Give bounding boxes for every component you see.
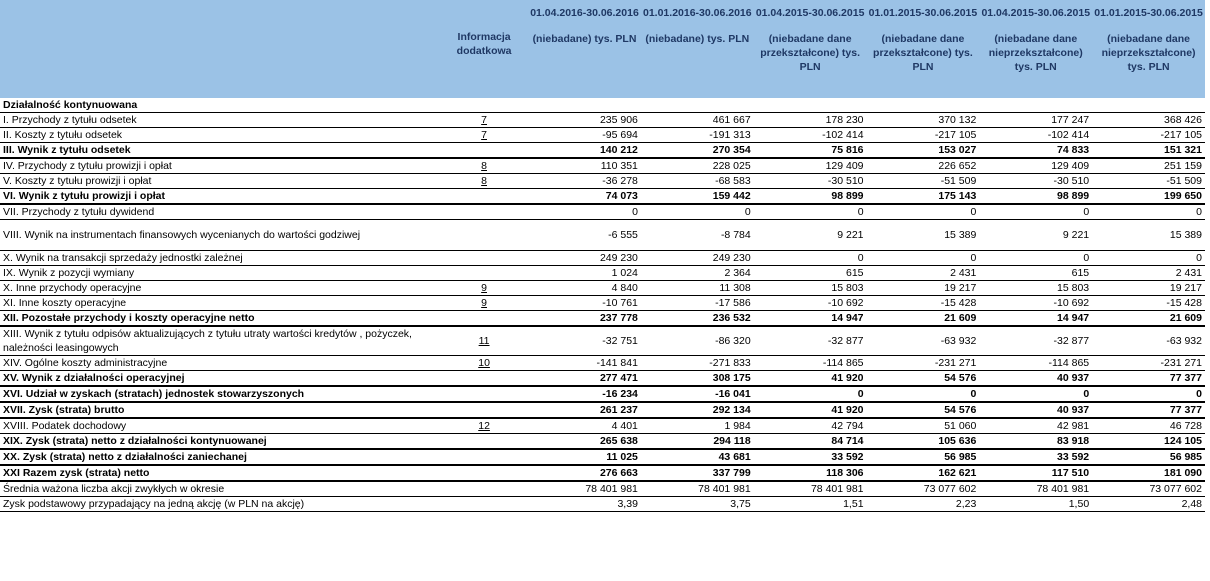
value-cell: 0 [979,251,1092,266]
value-cell: -10 761 [528,296,641,311]
row-label: XIX. Zysk (strata) netto z działalności kontynuowanej [0,434,440,450]
row-label: XV. Wynik z działalności operacyjnej [0,371,440,387]
value-cell: -63 932 [1092,326,1205,356]
header-label-cell [0,0,440,98]
value-cell: 153 027 [867,143,980,159]
row-label: XXI Razem zysk (strata) netto [0,465,440,481]
value-cell: 41 920 [754,402,867,418]
row-label: VII. Przychody z tytułu dywidend [0,204,440,220]
table-row [0,449,1205,465]
value-cell: 9 221 [754,220,867,251]
value-cell: 370 132 [867,113,980,128]
column-note: (niebadane dane przekształcone) tys. PLN [760,33,861,73]
value-cell: 0 [754,386,867,402]
value-cell: 0 [867,204,980,220]
value-cell: 261 237 [528,402,641,418]
row-info-ref: 8 [440,158,528,174]
value-cell: 98 899 [754,189,867,205]
value-cell: -141 841 [528,356,641,371]
value-cell: 11 308 [641,281,754,296]
value-cell: 615 [754,266,867,281]
row-label: XVII. Zysk (strata) brutto [0,402,440,418]
value-cell: 235 906 [528,113,641,128]
value-cell: 0 [867,251,980,266]
table-row [0,326,1205,356]
value-cell: 249 230 [528,251,641,266]
row-info-ref [440,449,528,465]
value-cell: -217 105 [867,128,980,143]
value-cell: 129 409 [754,158,867,174]
value-cell: 124 105 [1092,434,1205,450]
value-cell: 33 592 [979,449,1092,465]
value-cell: -271 833 [641,356,754,371]
row-info-ref [440,434,528,450]
header-col-1 [528,0,641,98]
value-cell: 78 401 981 [528,481,641,497]
value-cell: 21 609 [867,311,980,327]
table-row [0,220,1205,251]
header-col-5 [979,0,1092,98]
value-cell: 9 221 [979,220,1092,251]
header-row [0,0,1205,98]
row-label: I. Przychody z tytułu odsetek [0,113,440,128]
row-label: IV. Przychody z tytułu prowizji i opłat [0,158,440,174]
row-info-ref [440,143,528,159]
value-cell: -36 278 [528,174,641,189]
value-cell: 46 728 [1092,418,1205,434]
value-cell: 0 [528,204,641,220]
table-row [0,204,1205,220]
value-cell: 181 090 [1092,465,1205,481]
value-cell: 178 230 [754,113,867,128]
row-label: II. Koszty z tytułu odsetek [0,128,440,143]
table-row [0,465,1205,481]
value-cell: 0 [979,204,1092,220]
period-label: 01.04.2015-30.06.2015 [755,7,865,19]
table-row [0,113,1205,128]
value-cell: 0 [754,251,867,266]
table-row [0,296,1205,311]
value-cell: 0 [754,204,867,220]
value-cell: 615 [979,266,1092,281]
row-label: III. Wynik z tytułu odsetek [0,143,440,159]
value-cell: -10 692 [754,296,867,311]
value-cell: 41 920 [754,371,867,387]
table-row [0,311,1205,327]
value-cell: 15 389 [1092,220,1205,251]
value-cell: 199 650 [1092,189,1205,205]
column-note: (niebadane dane nieprzekształcone) tys. PLN [1101,33,1196,73]
value-cell: 0 [867,386,980,402]
value-cell: -16 041 [641,386,754,402]
value-cell: 19 217 [1092,281,1205,296]
value-cell: 78 401 981 [979,481,1092,497]
value-cell: 1 984 [641,418,754,434]
value-cell: 83 918 [979,434,1092,450]
value-cell: 19 217 [867,281,980,296]
value-cell: 0 [641,204,754,220]
value-cell: 236 532 [641,311,754,327]
column-note: (niebadane) tys. PLN [645,33,750,45]
value-cell: -63 932 [867,326,980,356]
value-cell: 74 833 [979,143,1092,159]
row-info-ref [440,497,528,512]
table-row [0,143,1205,159]
value-cell: -231 271 [867,356,980,371]
value-cell: -32 877 [979,326,1092,356]
row-info-ref [440,311,528,327]
value-cell: 292 134 [641,402,754,418]
table-row [0,356,1205,371]
value-cell: -17 586 [641,296,754,311]
table-row [0,386,1205,402]
row-info-ref: 9 [440,296,528,311]
value-cell: 117 510 [979,465,1092,481]
value-cell: -95 694 [528,128,641,143]
row-info-ref [440,465,528,481]
value-cell: 15 803 [979,281,1092,296]
value-cell: 84 714 [754,434,867,450]
value-cell: 40 937 [979,371,1092,387]
value-cell: -32 877 [754,326,867,356]
value-cell: 42 794 [754,418,867,434]
value-cell: 11 025 [528,449,641,465]
value-cell: -102 414 [979,128,1092,143]
value-cell: -114 865 [979,356,1092,371]
header-col-4 [867,0,980,98]
value-cell: 228 025 [641,158,754,174]
period-label: 01.04.2016-30.06.2016 [530,7,639,19]
value-cell: 54 576 [867,402,980,418]
column-note: (niebadane dane nieprzekształcone) tys. PLN [988,33,1083,73]
section-row [0,98,1205,113]
value-cell: 1,51 [754,497,867,512]
value-cell: 0 [979,386,1092,402]
value-cell: -217 105 [1092,128,1205,143]
value-cell: -10 692 [979,296,1092,311]
value-cell: 140 212 [528,143,641,159]
value-cell: 2 431 [1092,266,1205,281]
value-cell: 40 937 [979,402,1092,418]
value-cell: 43 681 [641,449,754,465]
value-cell: 270 354 [641,143,754,159]
value-cell: 73 077 602 [1092,481,1205,497]
value-cell: 77 377 [1092,371,1205,387]
value-cell: 237 778 [528,311,641,327]
value-cell: 14 947 [754,311,867,327]
value-cell: 14 947 [979,311,1092,327]
value-cell: 42 981 [979,418,1092,434]
value-cell: 105 636 [867,434,980,450]
value-cell: 77 377 [1092,402,1205,418]
row-label: XVI. Udział w zyskach (stratach) jednostek stowarzyszonych [0,386,440,402]
table-row [0,128,1205,143]
row-label: XII. Pozostałe przychody i koszty operacyjne netto [0,311,440,327]
column-note: (niebadane) tys. PLN [532,33,637,45]
value-cell: 110 351 [528,158,641,174]
row-info-ref [440,481,528,497]
value-cell: 368 426 [1092,113,1205,128]
value-cell: -51 509 [1092,174,1205,189]
table-row [0,266,1205,281]
row-info-ref [440,251,528,266]
header-col-6 [1092,0,1205,98]
value-cell: -8 784 [641,220,754,251]
value-cell: -16 234 [528,386,641,402]
row-label: Zysk podstawowy przypadający na jedną akcję (w PLN na akcję) [0,497,440,512]
value-cell: 226 652 [867,158,980,174]
value-cell: 0 [1092,386,1205,402]
value-cell: 308 175 [641,371,754,387]
value-cell: 249 230 [641,251,754,266]
value-cell: 159 442 [641,189,754,205]
value-cell: -86 320 [641,326,754,356]
row-label: XIII. Wynik z tytułu odpisów aktualizujących z tytułu utraty wartości kredytów , pożyczek, należności leasingowych [0,326,440,356]
value-cell: 78 401 981 [754,481,867,497]
value-cell: 4 401 [528,418,641,434]
row-info-ref [440,204,528,220]
value-cell: 54 576 [867,371,980,387]
value-cell: 15 803 [754,281,867,296]
row-info-ref: 10 [440,356,528,371]
row-info-ref [440,266,528,281]
row-info-ref [440,402,528,418]
value-cell: -68 583 [641,174,754,189]
value-cell: 2,48 [1092,497,1205,512]
value-cell: 73 077 602 [867,481,980,497]
value-cell: -15 428 [867,296,980,311]
value-cell: 276 663 [528,465,641,481]
value-cell: 251 159 [1092,158,1205,174]
header-info: Informacja dodatkowa [440,0,528,98]
value-cell: -6 555 [528,220,641,251]
value-cell: -231 271 [1092,356,1205,371]
value-cell: 1,50 [979,497,1092,512]
row-info-ref: 12 [440,418,528,434]
value-cell: 277 471 [528,371,641,387]
value-cell: 151 321 [1092,143,1205,159]
row-label: XIV. Ogólne koszty administracyjne [0,356,440,371]
value-cell: 0 [1092,204,1205,220]
value-cell: 3,75 [641,497,754,512]
value-cell: 2 364 [641,266,754,281]
value-cell: 177 247 [979,113,1092,128]
column-note: (niebadane dane przekształcone) tys. PLN [873,33,973,73]
row-label: IX. Wynik z pozycji wymiany [0,266,440,281]
table-row [0,497,1205,512]
table-row [0,158,1205,174]
value-cell: 21 609 [1092,311,1205,327]
value-cell: 74 073 [528,189,641,205]
value-cell: -32 751 [528,326,641,356]
table-row [0,251,1205,266]
table-row [0,189,1205,205]
value-cell: 78 401 981 [641,481,754,497]
value-cell: 265 638 [528,434,641,450]
row-label: XX. Zysk (strata) netto z działalności zaniechanej [0,449,440,465]
value-cell: -30 510 [754,174,867,189]
value-cell: 1 024 [528,266,641,281]
value-cell: 129 409 [979,158,1092,174]
value-cell: 33 592 [754,449,867,465]
value-cell: 51 060 [867,418,980,434]
value-cell: -30 510 [979,174,1092,189]
row-info-ref: 11 [440,326,528,356]
row-label: XVIII. Podatek dochodowy [0,418,440,434]
value-cell: 118 306 [754,465,867,481]
value-cell: -102 414 [754,128,867,143]
row-info-ref [440,386,528,402]
value-cell: 3,39 [528,497,641,512]
value-cell: -114 865 [754,356,867,371]
row-info-ref [440,189,528,205]
table-row [0,174,1205,189]
row-label: X. Wynik na transakcji sprzedaży jednostki zależnej [0,251,440,266]
value-cell: 15 389 [867,220,980,251]
row-label: VIII. Wynik na instrumentach finansowych wycenianych do wartości godziwej [0,220,440,251]
value-cell: 2,23 [867,497,980,512]
section-title: Działalność kontynuowana [0,98,1205,113]
row-label: Średnia ważona liczba akcji zwykłych w okresie [0,481,440,497]
value-cell: 75 816 [754,143,867,159]
row-info-ref: 7 [440,128,528,143]
period-label: 01.01.2015-30.06.2015 [868,7,978,19]
row-info-ref: 7 [440,113,528,128]
row-label: VI. Wynik z tytułu prowizji i opłat [0,189,440,205]
value-cell: 56 985 [867,449,980,465]
value-cell: -191 313 [641,128,754,143]
value-cell: 2 431 [867,266,980,281]
table-row [0,281,1205,296]
row-label: XI. Inne koszty operacyjne [0,296,440,311]
value-cell: -51 509 [867,174,980,189]
value-cell: 294 118 [641,434,754,450]
header-col-3 [754,0,867,98]
period-label: 01.01.2015-30.06.2015 [1094,7,1203,19]
table-row [0,418,1205,434]
value-cell: 175 143 [867,189,980,205]
row-info-ref: 8 [440,174,528,189]
value-cell: 56 985 [1092,449,1205,465]
period-label: 01.01.2016-30.06.2016 [643,7,752,19]
row-label: X. Inne przychody operacyjne [0,281,440,296]
table-row [0,434,1205,450]
value-cell: 0 [1092,251,1205,266]
value-cell: 162 621 [867,465,980,481]
value-cell: 461 667 [641,113,754,128]
value-cell: 98 899 [979,189,1092,205]
value-cell: 337 799 [641,465,754,481]
value-cell: 4 840 [528,281,641,296]
value-cell: -15 428 [1092,296,1205,311]
header-col-2 [641,0,754,98]
row-info-ref: 9 [440,281,528,296]
row-info-ref [440,371,528,387]
period-label: 01.04.2015-30.06.2015 [981,7,1091,19]
table-row [0,481,1205,497]
row-label: V. Koszty z tytułu prowizji i opłat [0,174,440,189]
row-info-ref [440,220,528,251]
table-row [0,371,1205,387]
table-row [0,402,1205,418]
